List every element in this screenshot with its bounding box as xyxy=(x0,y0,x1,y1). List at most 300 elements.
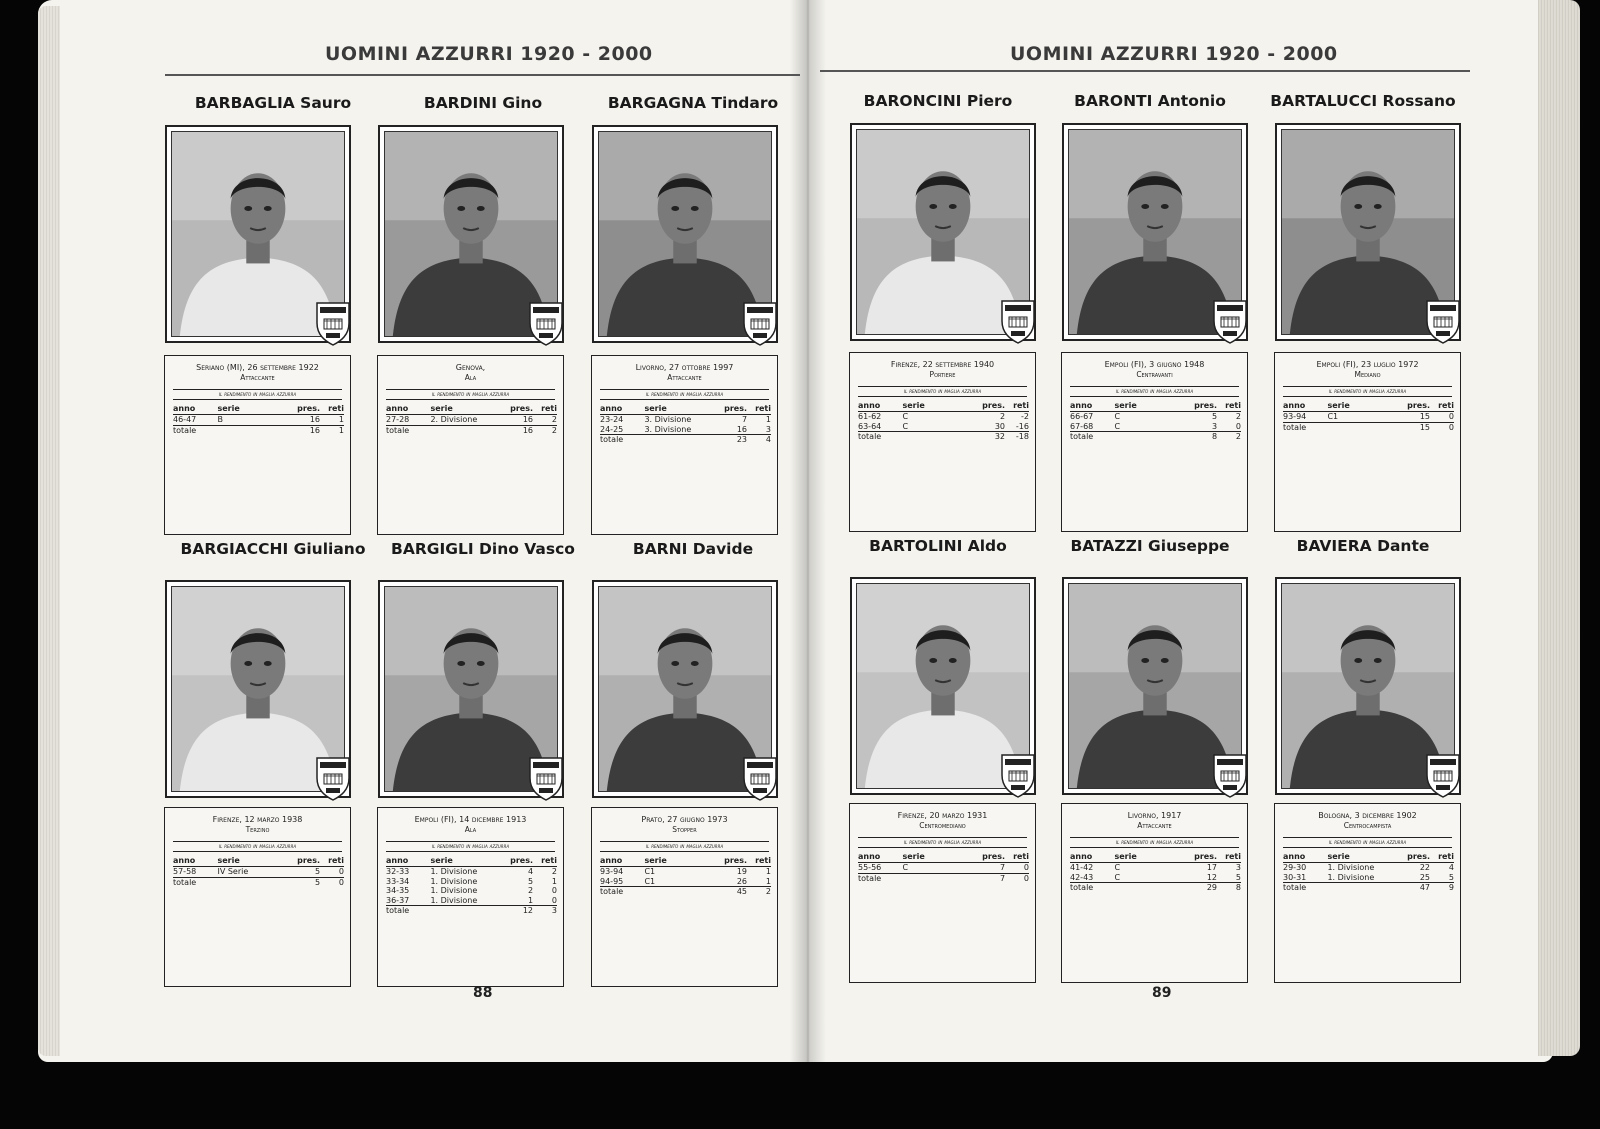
header-reti: reti xyxy=(1217,401,1241,412)
season-cell: 23-24 xyxy=(600,415,624,424)
total-goals: 3 xyxy=(533,906,557,916)
total-row xyxy=(858,873,1029,883)
header-reti: reti xyxy=(533,404,557,415)
header-anno: anno xyxy=(386,404,430,415)
header-serie: serie xyxy=(644,404,709,415)
header-pres: pres. xyxy=(1392,401,1430,412)
stats-table xyxy=(386,856,557,916)
table-header-row xyxy=(173,404,344,415)
rendimento-heading: il rendimento in maglia azzurra xyxy=(600,389,769,400)
birth-info: Livorno, 27 ottobre 1997 xyxy=(635,363,734,372)
league-cell: 1. Divisione xyxy=(430,876,478,886)
total-appearances: 45 xyxy=(709,887,747,897)
total-label: totale xyxy=(1283,883,1327,893)
header-pres: pres. xyxy=(1392,852,1430,863)
birth-info: Livorno, 1917 xyxy=(1127,811,1182,820)
table-row xyxy=(386,415,557,426)
player-stats-box xyxy=(1274,803,1461,983)
table-row xyxy=(858,863,1029,874)
total-appearances: 15 xyxy=(1392,422,1430,432)
season-cell: 66-67 xyxy=(1070,412,1094,421)
birth-info: Bologna, 3 dicembre 1902 xyxy=(1318,811,1417,820)
player-photo xyxy=(165,125,351,343)
goals-cell: -16 xyxy=(1015,421,1029,431)
goals-cell: 4 xyxy=(1448,863,1454,872)
rendimento-heading: il rendimento in maglia azzurra xyxy=(858,837,1027,848)
league-cell: 3. Divisione xyxy=(644,415,692,424)
birth-info: Firenze, 20 marzo 1931 xyxy=(897,811,988,820)
league-cell: 1. Divisione xyxy=(430,895,478,905)
header-serie: serie xyxy=(1327,401,1392,412)
player-stats-box xyxy=(1274,352,1461,532)
header-pres: pres. xyxy=(967,852,1005,863)
league-cell: C xyxy=(902,863,909,872)
season-cell: 94-95 xyxy=(600,876,624,886)
goals-cell: 5 xyxy=(1235,872,1241,882)
birth-info: Genova, xyxy=(455,363,486,372)
rendimento-heading: il rendimento in maglia azzurra xyxy=(1283,837,1452,848)
appearances-cell: 12 xyxy=(1206,872,1218,882)
player-name: BARONTI Antonio xyxy=(1074,92,1226,110)
season-cell: 32-33 xyxy=(386,867,410,876)
empoli-badge-icon xyxy=(740,754,780,802)
table-header-row xyxy=(173,856,344,867)
table-row xyxy=(386,896,557,906)
header-reti: reti xyxy=(533,856,557,867)
header-rule-left xyxy=(165,74,800,76)
league-cell: IV Serie xyxy=(217,867,249,876)
total-goals: 8 xyxy=(1217,883,1241,893)
total-appearances: 5 xyxy=(282,877,320,887)
table-row xyxy=(1070,412,1241,422)
header-anno: anno xyxy=(858,852,902,863)
player-name: BATAZZI Giuseppe xyxy=(1070,537,1230,555)
table-row xyxy=(1070,863,1241,873)
goals-cell: 1 xyxy=(551,876,557,886)
header-pres: pres. xyxy=(1179,401,1217,412)
rendimento-heading: il rendimento in maglia azzurra xyxy=(858,386,1027,397)
total-goals: 0 xyxy=(320,877,344,887)
goals-cell: 0 xyxy=(551,886,557,895)
total-label: totale xyxy=(600,435,644,445)
header-reti: reti xyxy=(1217,852,1241,863)
header-pres: pres. xyxy=(967,401,1005,412)
header-reti: reti xyxy=(1430,401,1454,412)
running-head-right: UOMINI AZZURRI 1920 - 2000 xyxy=(1010,43,1338,65)
league-cell: C xyxy=(1114,421,1121,431)
goals-cell: 1 xyxy=(765,876,771,886)
total-row xyxy=(173,425,344,435)
total-appearances: 29 xyxy=(1179,883,1217,893)
player-stats-box xyxy=(377,807,564,987)
player-photo xyxy=(378,125,564,343)
appearances-cell: 3 xyxy=(1211,421,1218,431)
total-row xyxy=(1070,883,1241,893)
table-row xyxy=(1070,422,1241,432)
player-photo xyxy=(165,580,351,798)
birth-info: Prato, 27 giugno 1973 xyxy=(641,815,728,824)
table-row xyxy=(600,867,771,877)
total-label: totale xyxy=(1283,422,1327,432)
player-stats-box xyxy=(164,807,351,987)
season-cell: 24-25 xyxy=(600,424,624,434)
goals-cell: 3 xyxy=(1235,863,1241,872)
total-row xyxy=(600,887,771,897)
header-serie: serie xyxy=(1327,852,1392,863)
header-serie: serie xyxy=(644,856,709,867)
header-serie: serie xyxy=(1114,852,1179,863)
goals-cell: 0 xyxy=(551,895,557,905)
player-photo xyxy=(850,123,1036,341)
total-appearances: 32 xyxy=(967,432,1005,442)
player-role: Ala xyxy=(464,373,477,382)
header-reti: reti xyxy=(1005,852,1029,863)
league-cell: C xyxy=(1114,872,1121,882)
stats-table xyxy=(1070,401,1241,442)
total-label: totale xyxy=(386,425,430,435)
league-cell: 1. Divisione xyxy=(430,886,478,895)
player-role: Stopper xyxy=(672,825,697,834)
player-stats-box xyxy=(1061,803,1248,983)
season-cell: 57-58 xyxy=(173,867,197,876)
table-header-row xyxy=(1070,852,1241,863)
total-row xyxy=(386,425,557,435)
goals-cell: 0 xyxy=(1023,863,1029,872)
table-row xyxy=(386,877,557,887)
header-anno: anno xyxy=(600,856,644,867)
league-cell: C1 xyxy=(644,876,656,886)
player-name: BARBAGLIA Sauro xyxy=(194,94,352,112)
season-cell: 42-43 xyxy=(1070,872,1094,882)
header-pres: pres. xyxy=(282,404,320,415)
appearances-cell: 15 xyxy=(1419,412,1431,421)
appearances-cell: 16 xyxy=(309,415,321,424)
table-row xyxy=(600,425,771,435)
stats-table xyxy=(1070,852,1241,893)
appearances-cell: 16 xyxy=(522,415,534,424)
rendimento-heading: il rendimento in maglia azzurra xyxy=(1070,386,1239,397)
empoli-badge-icon xyxy=(998,751,1038,799)
header-anno: anno xyxy=(1283,401,1327,412)
player-photo xyxy=(850,577,1036,795)
empoli-badge-icon xyxy=(1210,297,1250,345)
header-pres: pres. xyxy=(1179,852,1217,863)
player-role: Centravanti xyxy=(1136,370,1173,379)
header-rule-right xyxy=(820,70,1470,72)
header-anno: anno xyxy=(1070,401,1114,412)
player-name: BARTOLINI Aldo xyxy=(869,537,1007,555)
player-stats-box xyxy=(377,355,564,535)
rendimento-heading: il rendimento in maglia azzurra xyxy=(1283,386,1452,397)
player-photo xyxy=(1275,123,1461,341)
player-role: Centromediano xyxy=(919,821,966,830)
running-head-left: UOMINI AZZURRI 1920 - 2000 xyxy=(325,43,653,65)
table-row xyxy=(600,415,771,425)
birth-info: Empoli (FI), 23 luglio 1972 xyxy=(1316,360,1419,369)
player-name: BARTALUCCI Rossano xyxy=(1270,92,1456,110)
empoli-badge-icon xyxy=(1423,297,1463,345)
goals-cell: -2 xyxy=(1021,412,1029,421)
table-header-row xyxy=(1283,401,1454,412)
goals-cell: 1 xyxy=(765,415,771,424)
player-stats-box xyxy=(164,355,351,535)
total-label: totale xyxy=(173,877,217,887)
header-anno: anno xyxy=(1283,852,1327,863)
appearances-cell: 25 xyxy=(1419,872,1431,882)
table-row xyxy=(386,867,557,877)
rendimento-heading: il rendimento in maglia azzurra xyxy=(173,841,342,852)
player-role: Ala xyxy=(464,825,477,834)
total-row xyxy=(173,877,344,887)
player-photo xyxy=(1062,577,1248,795)
header-reti: reti xyxy=(747,404,771,415)
player-role: Mediano xyxy=(1354,370,1381,379)
header-serie: serie xyxy=(430,404,495,415)
total-appearances: 7 xyxy=(967,873,1005,883)
page-number-left: 88 xyxy=(473,985,493,1001)
player-photo xyxy=(1062,123,1248,341)
header-anno: anno xyxy=(386,856,430,867)
goals-cell: 1 xyxy=(765,867,771,876)
empoli-badge-icon xyxy=(1210,751,1250,799)
player-stats-box xyxy=(849,803,1036,983)
stats-table xyxy=(1283,401,1454,432)
total-appearances: 23 xyxy=(709,435,747,445)
appearances-cell: 7 xyxy=(741,415,748,424)
table-header-row xyxy=(858,852,1029,863)
total-label: totale xyxy=(600,887,644,897)
league-cell: C xyxy=(1114,863,1121,872)
season-cell: 34-35 xyxy=(386,886,410,895)
total-label: totale xyxy=(386,906,430,916)
stats-table xyxy=(600,404,771,445)
total-goals: 0 xyxy=(1005,873,1029,883)
appearances-cell: 5 xyxy=(1211,412,1218,421)
empoli-badge-icon xyxy=(313,299,353,347)
goals-cell: 5 xyxy=(1448,872,1454,882)
empoli-badge-icon xyxy=(740,299,780,347)
player-stats-box xyxy=(849,352,1036,532)
season-cell: 55-56 xyxy=(858,863,882,872)
season-cell: 30-31 xyxy=(1283,872,1307,882)
total-goals: 1 xyxy=(320,425,344,435)
season-cell: 27-28 xyxy=(386,415,410,424)
player-stats-box xyxy=(591,355,778,535)
player-role: Attaccante xyxy=(240,373,275,382)
total-label: totale xyxy=(1070,432,1114,442)
header-reti: reti xyxy=(747,856,771,867)
appearances-cell: 1 xyxy=(527,895,534,905)
league-cell: C1 xyxy=(1327,412,1339,421)
table-header-row xyxy=(600,856,771,867)
table-header-row xyxy=(1070,401,1241,412)
header-pres: pres. xyxy=(709,856,747,867)
total-goals: 2 xyxy=(533,425,557,435)
season-cell: 36-37 xyxy=(386,895,410,905)
header-reti: reti xyxy=(320,856,344,867)
player-role: Terzino xyxy=(245,825,270,834)
table-row xyxy=(1283,863,1454,873)
table-row xyxy=(858,422,1029,432)
league-cell: 3. Divisione xyxy=(644,424,692,434)
player-stats-box xyxy=(1061,352,1248,532)
header-serie: serie xyxy=(217,856,282,867)
empoli-badge-icon xyxy=(998,297,1038,345)
appearances-cell: 22 xyxy=(1419,863,1431,872)
appearances-cell: 5 xyxy=(527,876,534,886)
player-name: BARGIACCHI Giuliano xyxy=(180,540,366,558)
table-row xyxy=(858,412,1029,422)
empoli-badge-icon xyxy=(526,754,566,802)
player-photo xyxy=(592,580,778,798)
league-cell: 1. Divisione xyxy=(1327,863,1375,872)
stats-table xyxy=(386,404,557,435)
player-name: BARNI Davide xyxy=(632,540,754,558)
header-serie: serie xyxy=(430,856,495,867)
total-appearances: 16 xyxy=(282,425,320,435)
empoli-badge-icon xyxy=(1423,751,1463,799)
stats-table xyxy=(600,856,771,897)
goals-cell: 1 xyxy=(338,415,344,424)
table-header-row xyxy=(858,401,1029,412)
player-role: Attaccante xyxy=(1137,821,1172,830)
total-goals: 9 xyxy=(1430,883,1454,893)
season-cell: 67-68 xyxy=(1070,421,1094,431)
total-row xyxy=(386,906,557,916)
header-serie: serie xyxy=(902,852,967,863)
birth-info: Empoli (FI), 14 dicembre 1913 xyxy=(414,815,527,824)
season-cell: 33-34 xyxy=(386,876,410,886)
total-row xyxy=(1283,883,1454,893)
stats-table xyxy=(858,852,1029,883)
total-row xyxy=(858,432,1029,442)
player-role: Attaccante xyxy=(667,373,702,382)
season-cell: 29-30 xyxy=(1283,863,1307,872)
appearances-cell: 2 xyxy=(527,886,534,895)
total-goals: -18 xyxy=(1005,432,1029,442)
table-row xyxy=(173,415,344,426)
league-cell: 1. Divisione xyxy=(430,867,478,876)
header-anno: anno xyxy=(173,856,217,867)
header-pres: pres. xyxy=(709,404,747,415)
birth-info: Seriano (MI), 26 settembre 1922 xyxy=(196,363,319,372)
rendimento-heading: il rendimento in maglia azzurra xyxy=(1070,837,1239,848)
total-appearances: 12 xyxy=(495,906,533,916)
table-header-row xyxy=(386,856,557,867)
player-photo xyxy=(378,580,564,798)
stats-table xyxy=(173,404,344,435)
header-reti: reti xyxy=(1005,401,1029,412)
player-name: BAVIERA Dante xyxy=(1296,537,1430,555)
total-appearances: 16 xyxy=(495,425,533,435)
stats-table xyxy=(1283,852,1454,893)
header-pres: pres. xyxy=(495,856,533,867)
table-header-row xyxy=(600,404,771,415)
goals-cell: 2 xyxy=(551,415,557,424)
birth-info: Firenze, 22 settembre 1940 xyxy=(890,360,995,369)
league-cell: C xyxy=(902,412,909,421)
goals-cell: 0 xyxy=(1448,412,1454,421)
goals-cell: 3 xyxy=(765,424,771,434)
header-anno: anno xyxy=(1070,852,1114,863)
total-row xyxy=(1070,432,1241,442)
rendimento-heading: il rendimento in maglia azzurra xyxy=(600,841,769,852)
appearances-cell: 19 xyxy=(736,867,748,876)
right-page-edges xyxy=(1538,0,1580,1056)
birth-info: Empoli (FI), 3 giugno 1948 xyxy=(1104,360,1205,369)
header-reti: reti xyxy=(1430,852,1454,863)
player-stats-box xyxy=(591,807,778,987)
season-cell: 63-64 xyxy=(858,421,882,431)
rendimento-heading: il rendimento in maglia azzurra xyxy=(386,841,555,852)
goals-cell: 0 xyxy=(1235,421,1241,431)
appearances-cell: 7 xyxy=(999,863,1006,872)
table-row xyxy=(173,867,344,878)
league-cell: 1. Divisione xyxy=(1327,872,1375,882)
player-name: BARGIGLI Dino Vasco xyxy=(391,540,575,558)
total-goals: 2 xyxy=(1217,432,1241,442)
league-cell: B xyxy=(217,415,223,424)
goals-cell: 2 xyxy=(1235,412,1241,421)
rendimento-heading: il rendimento in maglia azzurra xyxy=(173,389,342,400)
table-row xyxy=(1070,873,1241,883)
header-anno: anno xyxy=(858,401,902,412)
total-row xyxy=(1283,422,1454,432)
player-photo xyxy=(592,125,778,343)
appearances-cell: 16 xyxy=(736,424,748,434)
total-label: totale xyxy=(173,425,217,435)
table-row xyxy=(386,886,557,896)
header-pres: pres. xyxy=(282,856,320,867)
stats-table xyxy=(858,401,1029,442)
header-anno: anno xyxy=(173,404,217,415)
league-cell: C xyxy=(902,421,909,431)
birth-info: Firenze, 12 marzo 1938 xyxy=(212,815,303,824)
appearances-cell: 17 xyxy=(1206,863,1218,872)
total-goals: 4 xyxy=(747,435,771,445)
book-spine xyxy=(790,0,826,1062)
header-serie: serie xyxy=(217,404,282,415)
empoli-badge-icon xyxy=(313,754,353,802)
total-goals: 0 xyxy=(1430,422,1454,432)
header-serie: serie xyxy=(1114,401,1179,412)
goals-cell: 0 xyxy=(338,867,344,876)
header-serie: serie xyxy=(902,401,967,412)
season-cell: 93-94 xyxy=(1283,412,1307,421)
total-label: totale xyxy=(1070,883,1114,893)
league-cell: C xyxy=(1114,412,1121,421)
season-cell: 46-47 xyxy=(173,415,197,424)
stats-table xyxy=(173,856,344,887)
appearances-cell: 4 xyxy=(527,867,534,876)
total-label: totale xyxy=(858,873,902,883)
page-number-right: 89 xyxy=(1152,985,1172,1001)
player-photo xyxy=(1275,577,1461,795)
total-goals: 2 xyxy=(747,887,771,897)
appearances-cell: 30 xyxy=(994,421,1006,431)
appearances-cell: 2 xyxy=(999,412,1006,421)
rendimento-heading: il rendimento in maglia azzurra xyxy=(386,389,555,400)
player-role: Portiere xyxy=(929,370,956,379)
player-name: BARGAGNA Tindaro xyxy=(607,94,779,112)
season-cell: 93-94 xyxy=(600,867,624,876)
appearances-cell: 5 xyxy=(314,867,321,876)
league-cell: C1 xyxy=(644,867,656,876)
table-row xyxy=(1283,412,1454,423)
total-row xyxy=(600,435,771,445)
table-header-row xyxy=(386,404,557,415)
appearances-cell: 26 xyxy=(736,876,748,886)
